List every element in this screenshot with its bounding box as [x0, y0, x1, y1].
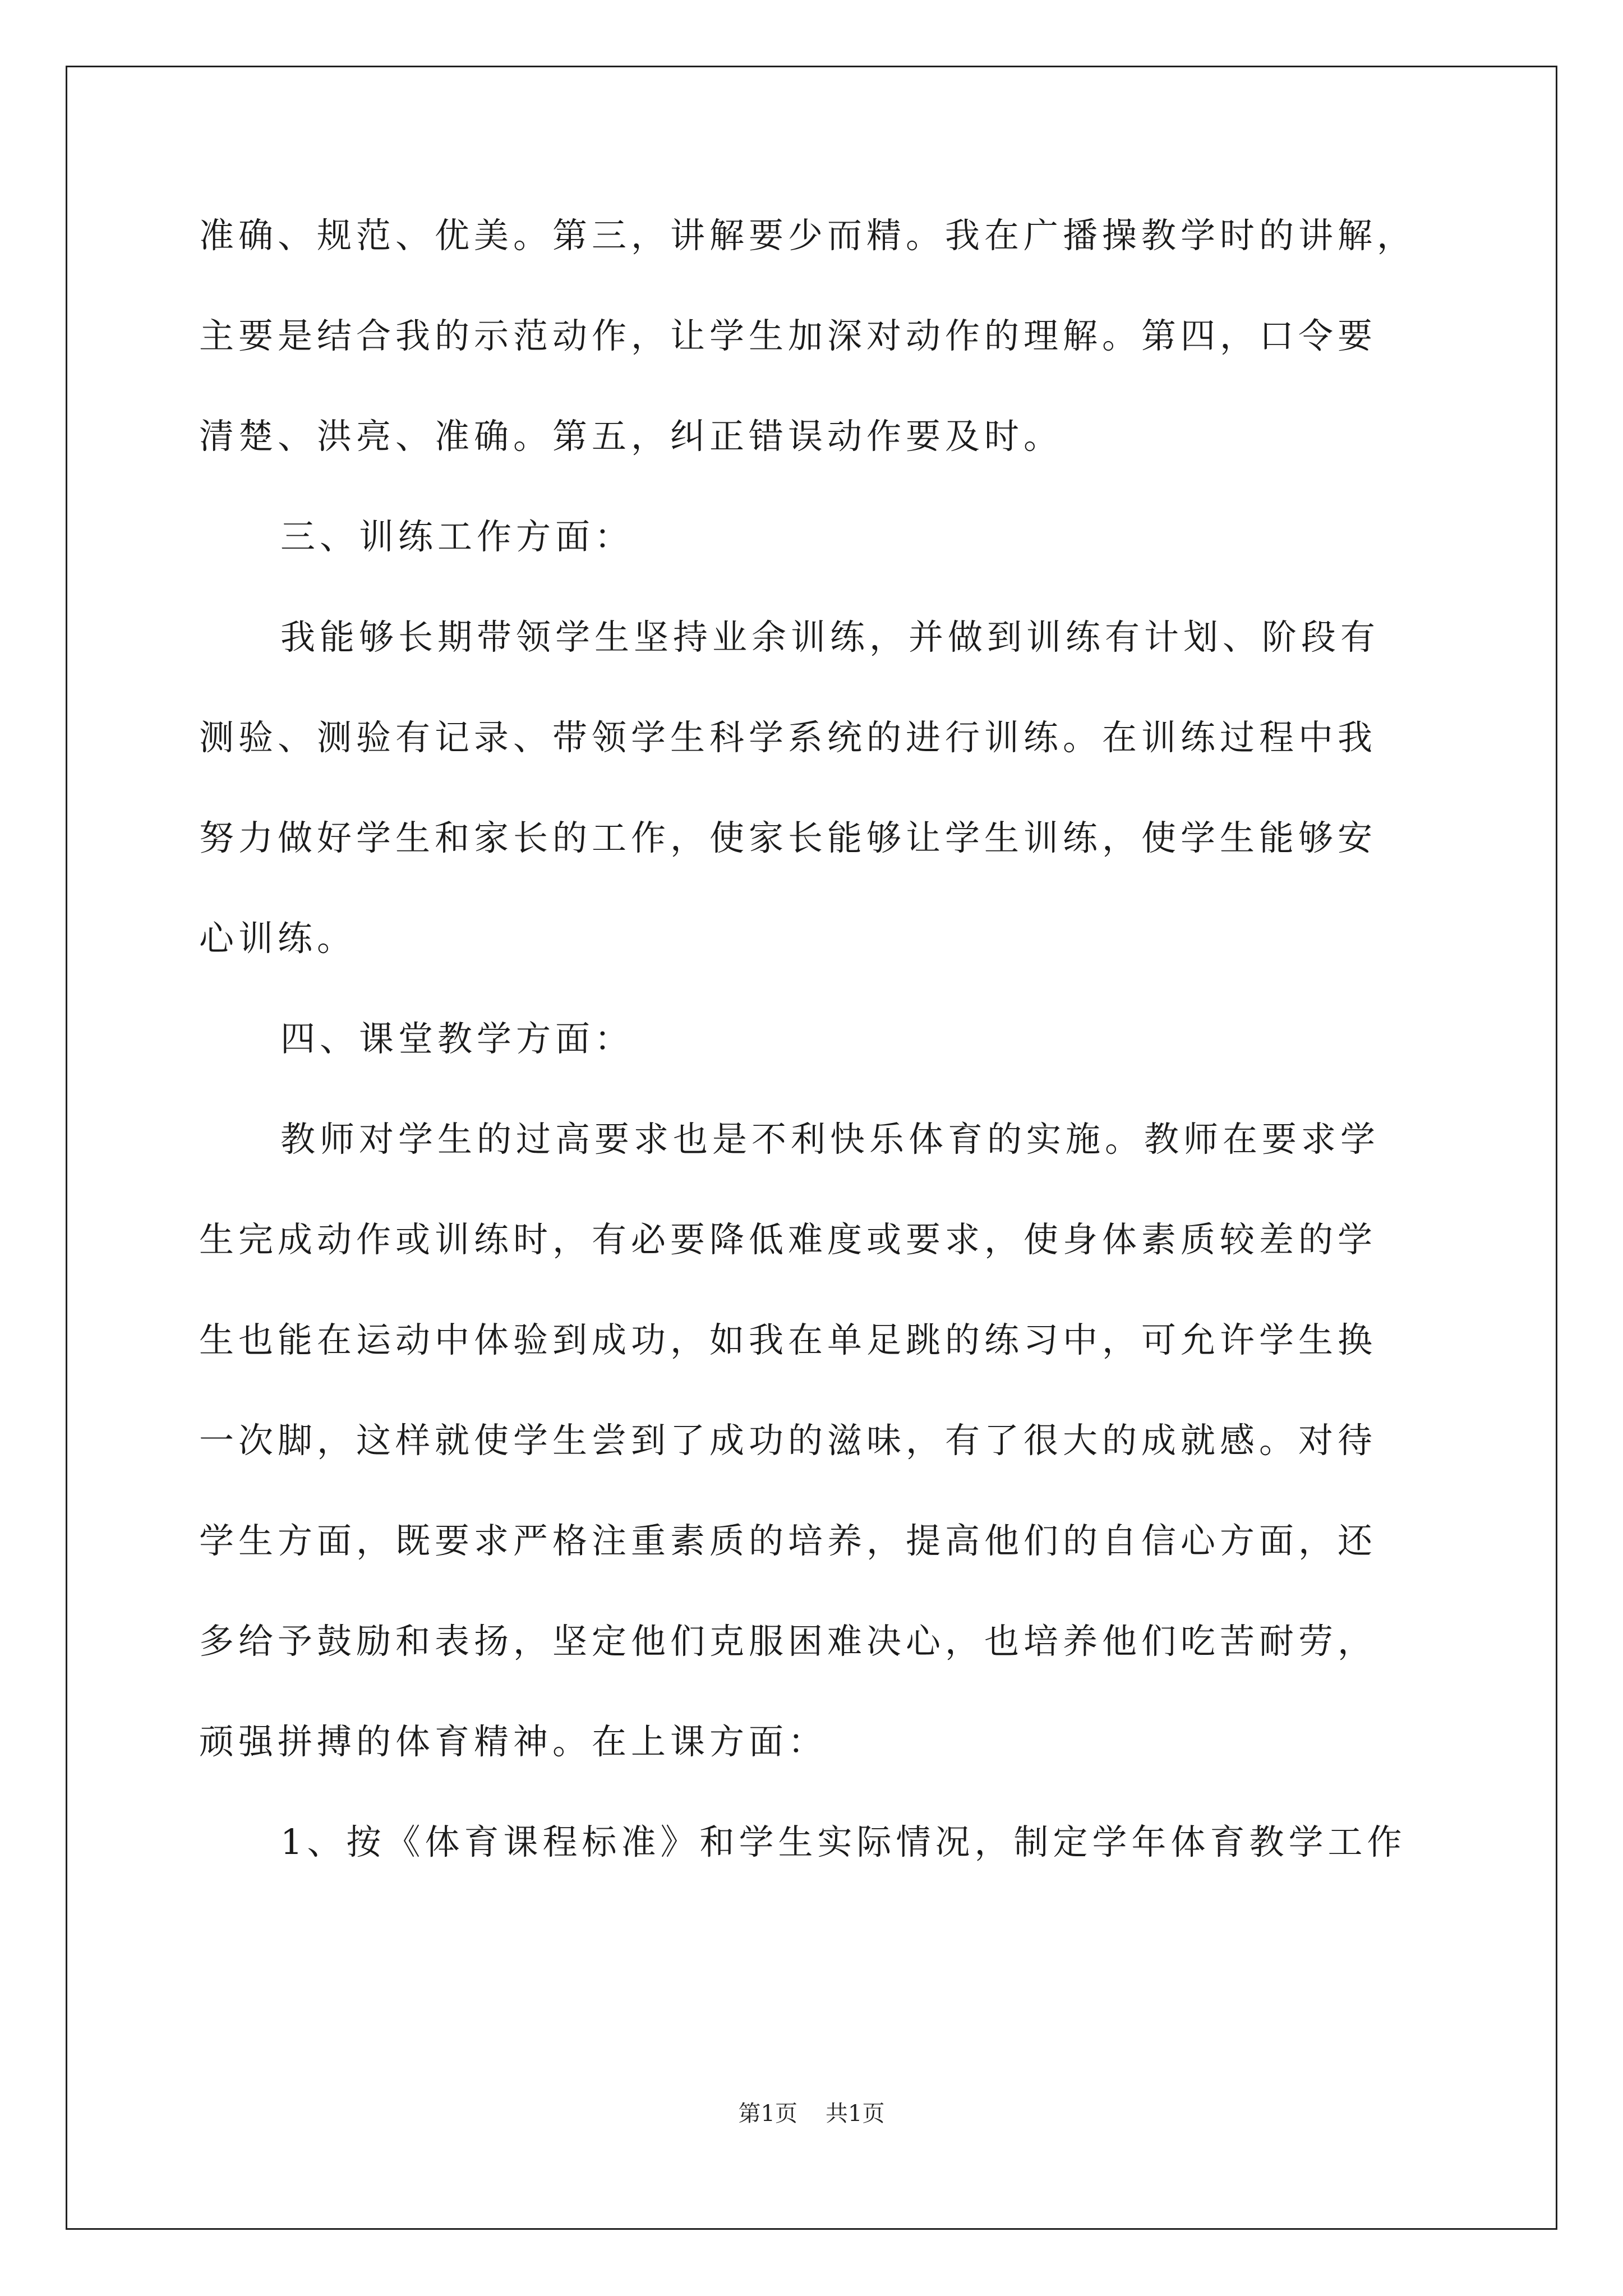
page-number-current: 第1页 [738, 2101, 797, 2127]
text-line: 清楚、洪亮、准确。第五，纠正错误动作要及时。 [199, 416, 1063, 457]
text-line: 准确、规范、优美。第三，讲解要少而精。我在广播操教学时的讲解， [199, 215, 1417, 256]
text-line: 生完成动作或训练时，有必要降低难度或要求，使身体素质较差的学 [199, 1219, 1377, 1260]
text-line: 教师对学生的过高要求也是不利快乐体育的实施。教师在要求学 [280, 1119, 1380, 1159]
list-item: 1、按《体育课程标准》和学生实际情况，制定学年体育教学工作 [280, 1821, 1407, 1862]
section-heading-training: 三、训练工作方面： [280, 516, 634, 557]
text-line: 主要是结合我的示范动作，让学生加深对动作的理解。第四，口令要 [199, 315, 1377, 356]
text-line: 测验、测验有记录、带领学生科学系统的进行训练。在训练过程中我 [199, 717, 1377, 758]
text-line: 学生方面，既要求严格注重素质的培养，提高他们的自信心方面，还 [199, 1520, 1377, 1561]
text-line: 顽强拼搏的体育精神。在上课方面： [199, 1721, 828, 1762]
text-line: 我能够长期带领学生坚持业余训练，并做到训练有计划、阶段有 [280, 616, 1380, 657]
text-line: 多给予鼓励和表扬，坚定他们克服困难决心，也培养他们吃苦耐劳， [199, 1621, 1377, 1662]
text-line: 心训练。 [199, 918, 357, 959]
section-heading-classroom: 四、课堂教学方面： [280, 1018, 634, 1059]
page-footer [0, 2097, 1623, 2131]
text-line: 努力做好学生和家长的工作，使家长能够让学生训练，使学生能够安 [199, 817, 1377, 858]
page-number-total: 共1页 [826, 2101, 885, 2127]
text-line: 生也能在运动中体验到成功，如我在单足跳的练习中，可允许学生换 [199, 1319, 1377, 1360]
text-line: 一次脚，这样就使学生尝到了成功的滋味，有了很大的成就感。对待 [199, 1420, 1377, 1461]
